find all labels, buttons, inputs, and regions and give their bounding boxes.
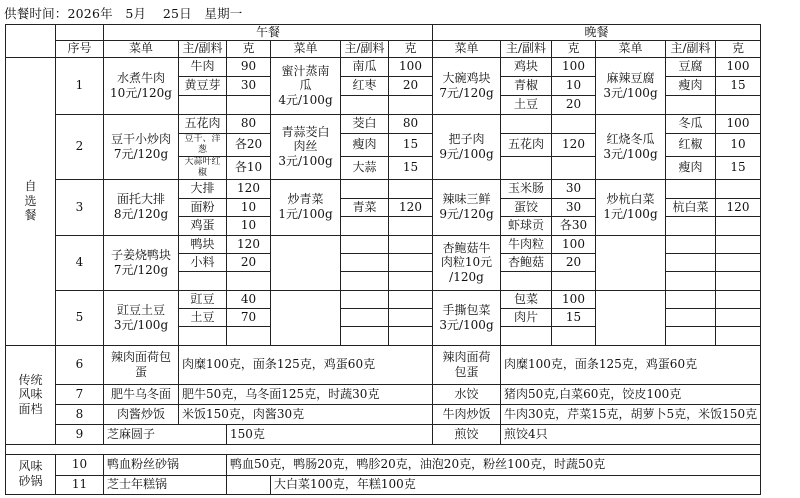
dinner-gram-header: 克 <box>716 40 761 57</box>
dinner-item-name: 辣肉面荷 包蛋 <box>433 345 501 384</box>
ingredient-grams: 100 <box>552 235 596 253</box>
ingredient-grams: 15 <box>389 156 433 179</box>
dinner-item-desc: 肉糜100克，面条125克，鸡蛋60克 <box>501 345 761 384</box>
table-row <box>6 179 761 198</box>
lunch-ingredients-header: 主/副料 <box>341 40 389 57</box>
ingredient-name: 面粉 <box>179 198 227 216</box>
ingredient-grams <box>389 253 433 271</box>
ingredient-grams <box>227 326 271 345</box>
ingredient-name: 虾球贡 <box>501 216 552 235</box>
dish-name: 豆干小炒肉 7元/120g <box>104 114 179 179</box>
dinner-item-desc: 猪肉50克,白菜60克，饺皮100克 <box>501 384 761 404</box>
seq-header: 序号 <box>56 40 104 57</box>
pot-item-name: 鸭血粉丝砂锅 <box>104 454 227 475</box>
dish-name: 大碗鸡块 7元/120g <box>433 57 501 114</box>
ingredient-name: 青椒 <box>501 76 552 95</box>
ingredient-name: 瘦肉 <box>666 76 716 95</box>
ingredient-name <box>341 308 389 326</box>
dinner-header: 晚餐 <box>433 25 761 41</box>
dish-name <box>596 290 666 345</box>
ingredient-grams <box>227 271 271 290</box>
dinner-item-desc: 煎饺4只 <box>501 424 761 444</box>
table-row <box>6 475 761 494</box>
ingredient-name: 玉米肠 <box>501 179 552 198</box>
seq-number: 1 <box>56 57 104 114</box>
ingredient-grams: 120 <box>552 133 596 156</box>
pot-item-desc: 鸭血50克，鸭肠20克，鸭胗20克，油泡20克，粉丝100克，时蔬50克 <box>227 454 761 475</box>
ingredient-grams <box>389 271 433 290</box>
ingredient-name: 鸡蛋 <box>179 216 227 235</box>
ingredient-grams: 10 <box>552 76 596 95</box>
table-row <box>6 454 761 475</box>
ingredient-grams <box>389 326 433 345</box>
ingredient-grams: 100 <box>716 57 761 76</box>
dinner-item-name: 煎饺 <box>433 424 501 444</box>
ingredient-grams: 10 <box>227 198 271 216</box>
ingredient-name <box>179 271 227 290</box>
section-noodles: 传统 风味 面档 <box>6 345 56 444</box>
ingredient-name: 杏鲍菇 <box>501 253 552 271</box>
ingredient-name: 土豆 <box>501 95 552 114</box>
ingredient-name <box>341 271 389 290</box>
ingredient-name <box>341 326 389 345</box>
ingredient-grams <box>552 114 596 133</box>
pot-item-desc: 大白菜100克，年糕100克 <box>271 475 761 494</box>
ingredient-grams <box>389 290 433 308</box>
table-row <box>6 25 761 41</box>
dinner-dish-header: 菜单 <box>433 40 501 57</box>
ingredient-name <box>666 95 716 114</box>
lunch-item-desc: 肉糜100克，面条125克，鸡蛋60克 <box>179 345 433 384</box>
ingredient-grams <box>716 216 761 235</box>
table-row <box>6 57 761 76</box>
ingredient-grams: 90 <box>227 57 271 76</box>
ingredient-grams: 40 <box>227 290 271 308</box>
lunch-item-name: 辣肉面荷包 蛋 <box>104 345 179 384</box>
ingredient-grams <box>552 271 596 290</box>
ingredient-name <box>179 326 227 345</box>
dinner-ingredients-header: 主/副料 <box>666 40 716 57</box>
dish-name: 把子肉 9元/100g <box>433 114 501 179</box>
dish-name: 子姜烧鸭块 7元/120g <box>104 235 179 290</box>
ingredient-grams <box>716 308 761 326</box>
ingredient-name: 蛋饺 <box>501 198 552 216</box>
ingredient-name: 杭白菜 <box>666 198 716 216</box>
ingredient-grams <box>227 95 271 114</box>
ingredient-name <box>341 253 389 271</box>
section-self-select: 自 选 餐 <box>6 57 56 345</box>
ingredient-grams: 120 <box>389 198 433 216</box>
ingredient-grams: 100 <box>389 57 433 76</box>
ingredient-grams: 30 <box>552 198 596 216</box>
dinner-ingredients-header: 主/副料 <box>501 40 552 57</box>
ingredient-name: 牛肉 <box>179 57 227 76</box>
ingredient-grams <box>716 271 761 290</box>
ingredient-name: 大蒜叶红椒 <box>179 156 227 179</box>
ingredient-grams: 70 <box>227 308 271 326</box>
ingredient-name <box>666 235 716 253</box>
menu-table <box>5 24 761 495</box>
ingredient-grams <box>552 326 596 345</box>
ingredient-grams: 30 <box>227 76 271 95</box>
dish-name <box>596 235 666 290</box>
lunch-gram-header: 克 <box>227 40 271 57</box>
dish-name: 辣味三鲜 9元/120g <box>433 179 501 235</box>
ingredient-name: 冬瓜 <box>666 114 716 133</box>
dinner-item-name: 牛肉炒饭 <box>433 404 501 424</box>
table-row <box>6 40 761 57</box>
dish-name: 蜜汁蒸南 瓜 4元/100g <box>271 57 341 114</box>
seq-number: 4 <box>56 235 104 290</box>
ingredient-grams: 20 <box>552 253 596 271</box>
seq-number: 7 <box>56 384 104 404</box>
ingredient-name <box>666 271 716 290</box>
ingredient-name <box>501 156 552 179</box>
ingredient-grams: 15 <box>552 308 596 326</box>
meal-date-header: 供餐时间：2026年 5月 25日 星期一 <box>4 6 243 21</box>
dinner-gram-header: 克 <box>552 40 596 57</box>
table-row <box>6 345 761 384</box>
seq-number: 6 <box>56 345 104 384</box>
ingredient-grams: 100 <box>552 57 596 76</box>
seq-number: 3 <box>56 179 104 235</box>
ingredient-name: 黄豆芽 <box>179 76 227 95</box>
ingredient-name <box>341 216 389 235</box>
dinner-item-desc: 牛肉30克，芹菜15克，胡萝卜5克，米饭150克 <box>501 404 761 424</box>
ingredient-name <box>666 216 716 235</box>
ingredient-name: 青菜 <box>341 198 389 216</box>
ingredient-grams: 各30 <box>552 216 596 235</box>
ingredient-name <box>179 95 227 114</box>
ingredient-grams: 30 <box>552 179 596 198</box>
ingredient-name <box>666 179 716 198</box>
seq-number: 11 <box>56 475 104 494</box>
corner-cell <box>6 25 56 58</box>
ingredient-grams <box>716 290 761 308</box>
ingredient-grams: 20 <box>227 253 271 271</box>
table-row <box>6 384 761 404</box>
lunch-item-desc: 150克 <box>227 424 433 444</box>
ingredient-name: 鸡块 <box>501 57 552 76</box>
ingredient-name: 瘦肉 <box>341 133 389 156</box>
seq-number: 5 <box>56 290 104 345</box>
ingredient-name <box>501 271 552 290</box>
ingredient-name: 小料 <box>179 253 227 271</box>
ingredient-grams: 10 <box>716 133 761 156</box>
dish-name: 红烧冬瓜 3元/100g <box>596 114 666 179</box>
ingredient-grams: 各10 <box>227 156 271 179</box>
table-row <box>6 290 761 308</box>
ingredient-grams: 100 <box>716 114 761 133</box>
ingredient-grams: 20 <box>389 76 433 95</box>
lunch-item-name: 肥牛乌冬面 <box>104 384 179 404</box>
ingredient-grams: 10 <box>227 216 271 235</box>
ingredient-grams <box>389 95 433 114</box>
ingredient-grams: 80 <box>389 114 433 133</box>
pot-item-name: 芝士年糕锅 <box>104 475 227 494</box>
ingredient-grams: 120 <box>227 179 271 198</box>
ingredient-grams <box>389 216 433 235</box>
ingredient-name: 土豆 <box>179 308 227 326</box>
ingredient-name <box>666 308 716 326</box>
dish-name <box>271 290 341 345</box>
dish-name: 手撕包菜 3元/100g <box>433 290 501 345</box>
lunch-item-name: 肉酱炒饭 <box>104 404 179 424</box>
section-clay-pot: 风味 砂锅 <box>6 454 56 494</box>
section-divider <box>6 444 761 454</box>
lunch-item-name: 芝麻圆子 <box>104 424 227 444</box>
ingredient-grams: 15 <box>716 76 761 95</box>
ingredient-grams: 20 <box>552 95 596 114</box>
table-row <box>6 424 761 444</box>
ingredient-name: 大蒜 <box>341 156 389 179</box>
dish-name: 水煮牛肉 10元/120g <box>104 57 179 114</box>
ingredient-name: 五花肉 <box>501 133 552 156</box>
ingredient-grams <box>716 179 761 198</box>
dinner-item-name: 水饺 <box>433 384 501 404</box>
ingredient-name <box>501 326 552 345</box>
ingredient-name <box>666 253 716 271</box>
dish-name: 面托大排 8元/120g <box>104 179 179 235</box>
ingredient-name: 豆干、洋葱 <box>179 133 227 156</box>
lunch-dish-header: 菜单 <box>271 40 341 57</box>
ingredient-name <box>341 179 389 198</box>
ingredient-grams: 各20 <box>227 133 271 156</box>
dish-name: 杏鲍菇牛 肉粒10元 /120g <box>433 235 501 290</box>
ingredient-name: 豆腐 <box>666 57 716 76</box>
ingredient-name: 大排 <box>179 179 227 198</box>
table-row <box>6 235 761 253</box>
lunch-dish-header: 菜单 <box>104 40 179 57</box>
seq-number: 10 <box>56 454 104 475</box>
ingredient-grams <box>716 95 761 114</box>
dish-name: 麻辣豆腐 3元/100g <box>596 57 666 114</box>
ingredient-name: 肉片 <box>501 308 552 326</box>
ingredient-grams <box>716 253 761 271</box>
ingredient-grams: 120 <box>716 198 761 216</box>
ingredient-name <box>501 114 552 133</box>
lunch-ingredients-header: 主/副料 <box>179 40 227 57</box>
seq-number: 8 <box>56 404 104 424</box>
ingredient-grams <box>389 235 433 253</box>
ingredient-grams <box>716 326 761 345</box>
ingredient-name: 南瓜 <box>341 57 389 76</box>
lunch-gram-header: 克 <box>389 40 433 57</box>
ingredient-name: 红枣 <box>341 76 389 95</box>
ingredient-name: 豇豆 <box>179 290 227 308</box>
ingredient-grams: 100 <box>552 290 596 308</box>
dish-name: 炒青菜 1元/100g <box>271 179 341 235</box>
ingredient-name: 五花肉 <box>179 114 227 133</box>
lunch-item-desc: 肥牛50克，乌冬面125克，时蔬30克 <box>179 384 433 404</box>
ingredient-grams: 80 <box>227 114 271 133</box>
table-row <box>6 404 761 424</box>
dish-name: 青蒜茭白 肉丝 3元/100g <box>271 114 341 179</box>
ingredient-grams: 15 <box>716 156 761 179</box>
table-row <box>6 114 761 133</box>
lunch-header: 午餐 <box>104 25 433 41</box>
ingredient-name: 牛肉粒 <box>501 235 552 253</box>
ingredient-name: 鸭块 <box>179 235 227 253</box>
ingredient-grams: 120 <box>227 235 271 253</box>
seq-number: 2 <box>56 114 104 179</box>
ingredient-name <box>341 290 389 308</box>
dish-name: 炒杭白菜 1元/100g <box>596 179 666 235</box>
ingredient-grams <box>552 156 596 179</box>
dish-name <box>271 235 341 290</box>
table-row <box>6 444 761 454</box>
ingredient-name: 红椒 <box>666 133 716 156</box>
seq-header-blank <box>56 25 104 41</box>
ingredient-name <box>666 326 716 345</box>
ingredient-name: 瘦肉 <box>666 156 716 179</box>
ingredient-grams <box>716 235 761 253</box>
ingredient-name: 茭白 <box>341 114 389 133</box>
ingredient-name <box>341 235 389 253</box>
dish-name: 豇豆土豆 3元/100g <box>104 290 179 345</box>
dinner-dish-header: 菜单 <box>596 40 666 57</box>
ingredient-name <box>666 290 716 308</box>
lunch-item-desc: 米饭150克，肉酱30克 <box>179 404 433 424</box>
ingredient-name: 包菜 <box>501 290 552 308</box>
ingredient-grams <box>389 179 433 198</box>
seq-number: 9 <box>56 424 104 444</box>
blank-cell <box>227 475 271 494</box>
ingredient-grams <box>389 308 433 326</box>
ingredient-grams: 15 <box>389 133 433 156</box>
ingredient-name <box>341 95 389 114</box>
